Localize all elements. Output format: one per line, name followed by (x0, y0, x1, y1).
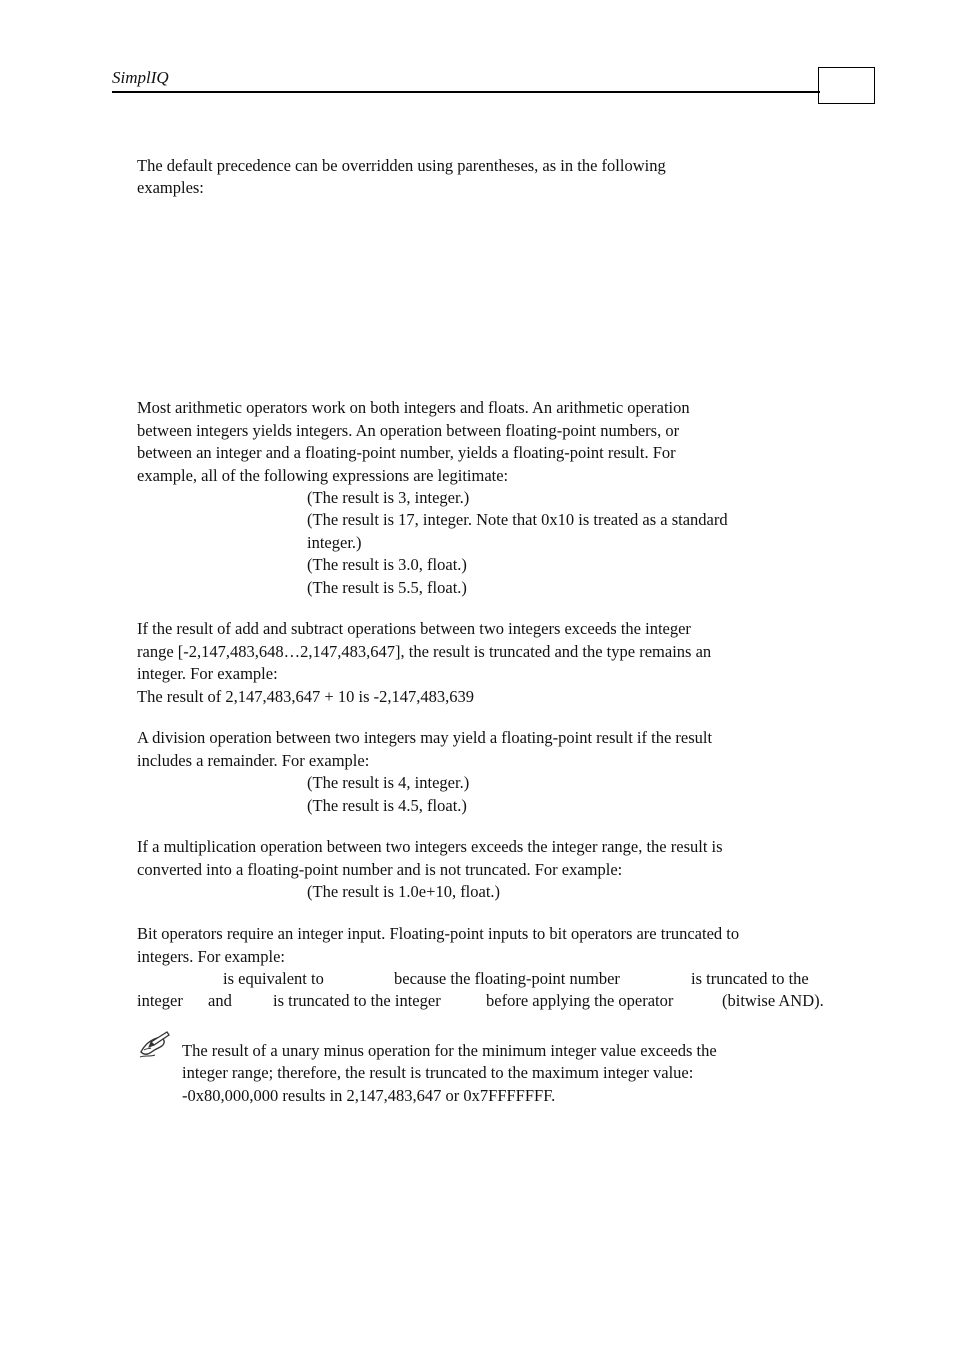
overflow-line: The result of 2,147,483,647 + 10 is -2,147,483,639 (137, 687, 474, 706)
division-result: (The result is 4, integer.) (307, 773, 470, 792)
overflow-line: range [-2,147,483,648…2,147,483,647], the result is truncated and the type remains an (137, 642, 712, 661)
bit-fragment: before applying the operator (486, 991, 674, 1010)
multiplication-result: (The result is 1.0e+10, float.) (307, 882, 501, 901)
division-line: A division operation between two integers may yield a floating-point result if the result (137, 728, 713, 747)
bit-fragment: and (208, 991, 232, 1010)
page-number-box (818, 67, 875, 104)
running-header-title: SimplIQ (112, 68, 169, 87)
multiplication-line: If a multiplication operation between two integers exceeds the integer range, the result is (137, 837, 723, 856)
note-line: integer range; therefore, the result is truncated to the maximum integer value: (182, 1063, 694, 1082)
note-line: The result of a unary minus operation for the minimum integer value exceeds the (182, 1041, 717, 1060)
bit-fragment: is equivalent to (223, 969, 324, 988)
arith-result: (The result is 3.0, float.) (307, 555, 467, 574)
overflow-line: integer. For example: (137, 664, 278, 683)
arith-line: between integers yields integers. An operation between floating-point numbers, or (137, 421, 680, 440)
bit-fragment: (bitwise AND). (722, 991, 824, 1010)
bit-fragment: is truncated to the integer (273, 991, 441, 1010)
arith-line: Most arithmetic operators work on both integers and floats. An arithmetic operation (137, 398, 690, 417)
arith-result: (The result is 17, integer. Note that 0x10 is treated as a standard (307, 510, 728, 529)
intro-line: The default precedence can be overridden using parentheses, as in the following (137, 156, 666, 175)
bit-line: integers. For example: (137, 947, 286, 966)
arith-result: (The result is 3, integer.) (307, 488, 470, 507)
arith-result: integer.) (307, 533, 362, 552)
intro-line: examples: (137, 178, 204, 197)
header-rule (112, 91, 820, 93)
bit-fragment: because the floating-point number (394, 969, 620, 988)
multiplication-line: converted into a floating-point number and is not truncated. For example: (137, 860, 623, 879)
division-result: (The result is 4.5, float.) (307, 796, 467, 815)
division-line: includes a remainder. For example: (137, 751, 370, 770)
bit-line: Bit operators require an integer input. Floating-point inputs to bit operators are truncated to (137, 924, 740, 943)
pen-note-icon (137, 1030, 171, 1060)
overflow-line: If the result of add and subtract operations between two integers exceeds the integer (137, 619, 691, 638)
bit-fragment: integer (137, 991, 183, 1010)
arith-line: example, all of the following expressions are legitimate: (137, 466, 509, 485)
arith-result: (The result is 5.5, float.) (307, 578, 467, 597)
arith-line: between an integer and a floating-point number, yields a floating-point result. For (137, 443, 676, 462)
note-line: -0x80,000,000 results in 2,147,483,647 or 0x7FFFFFFF. (182, 1086, 556, 1105)
bit-fragment: is truncated to the (691, 969, 809, 988)
